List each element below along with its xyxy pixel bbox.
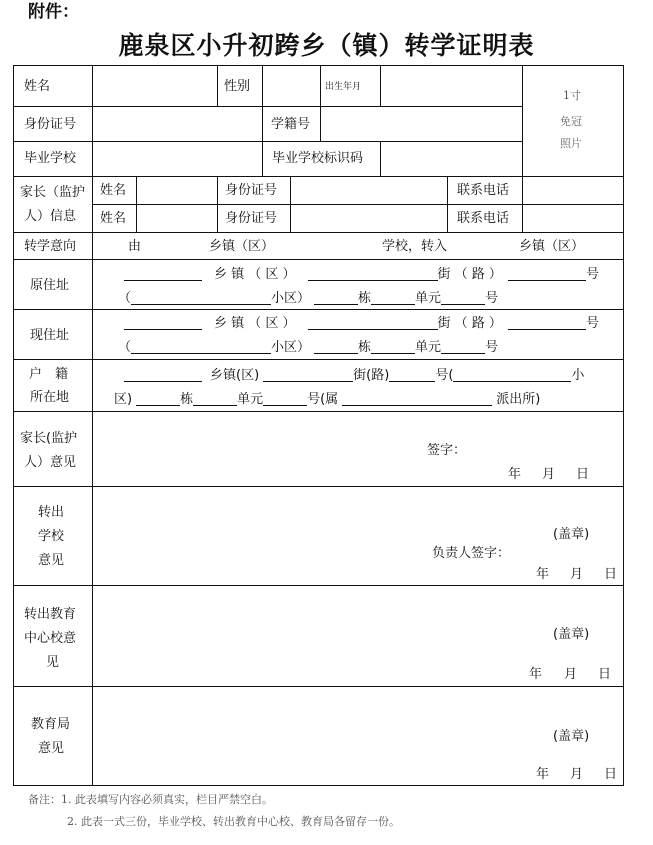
original-address-line-1[interactable] (124, 267, 599, 281)
out-school-label-3: 意见 (38, 553, 65, 568)
graduation-school-field[interactable] (94, 143, 261, 175)
edu-center-label-3: 见 (46, 655, 60, 670)
current-building-label: 栋 (358, 340, 372, 355)
edu-center-label-2: 中心校意 (24, 631, 77, 646)
current-number-label: 号 (585, 316, 599, 331)
note-2: 2. 此表一式三份，毕业学校、转出教育中心校、教育局各留存一份。 (67, 815, 400, 828)
transfer-intention-label: 转学意向 (24, 239, 77, 254)
guardian1-phone-label: 联系电话 (457, 183, 510, 198)
original-community-blank[interactable] (131, 291, 271, 305)
out-school-day-label: 日 (604, 567, 618, 582)
household-community-label-1: 小 (571, 368, 585, 383)
transfer-town-label: 乡镇（区） (209, 239, 275, 254)
graduation-school-code-label: 毕业学校标识码 (272, 151, 364, 166)
guardian2-id-field[interactable] (292, 206, 446, 231)
household-line-1[interactable] (124, 368, 584, 382)
current-address-line-2[interactable] (118, 340, 498, 354)
household-room-blank[interactable] (263, 392, 307, 406)
original-number-blank[interactable] (508, 267, 586, 281)
guardian1-name-field[interactable] (138, 178, 216, 203)
original-room-blank[interactable] (441, 291, 485, 305)
current-room-blank[interactable] (441, 340, 485, 354)
current-number-blank[interactable] (508, 316, 586, 330)
original-unit-label: 单元 (415, 291, 442, 306)
original-number-label: 号 (585, 267, 599, 282)
edu-center-label-1: 转出教育 (24, 607, 77, 622)
out-school-month-label: 月 (570, 567, 584, 582)
graduation-school-label: 毕业学校 (24, 151, 77, 166)
out-school-seal-label: (盖章) (553, 527, 590, 542)
edu-bureau-label-2: 意见 (38, 741, 65, 756)
original-address-line-2[interactable] (118, 291, 498, 305)
photo-note-photo: 照片 (560, 137, 582, 150)
transfer-school-to-label: 学校，转入 (382, 239, 448, 254)
household-town-blank[interactable] (124, 368, 202, 382)
household-building-blank[interactable] (136, 392, 180, 406)
out-school-label-2: 学校 (38, 529, 65, 544)
original-town-label: 乡 镇 （ 区 ） (214, 267, 296, 282)
household-number-label: 号( (435, 368, 454, 383)
edu-bureau-month-label: 月 (570, 767, 584, 782)
current-address-line-1[interactable] (124, 316, 599, 330)
current-open-paren: （ (118, 340, 132, 355)
edu-center-opinion-field[interactable] (94, 587, 622, 685)
guardian-sign-label: 签字： (427, 443, 467, 458)
current-building-blank[interactable] (314, 340, 358, 354)
name-field[interactable] (94, 67, 216, 105)
edu-bureau-year-label: 年 (536, 767, 550, 782)
guardian2-phone-label: 联系电话 (457, 211, 510, 226)
guardian-info-label-1: 家长（监护 (20, 185, 86, 200)
household-unit-blank[interactable] (193, 392, 237, 406)
original-open-paren: （ (118, 291, 132, 306)
gender-label: 性别 (224, 79, 251, 94)
photo-size-label: 1寸 (563, 89, 581, 102)
edu-bureau-day-label: 日 (604, 767, 618, 782)
current-street-label: 街 （ 路 ） (437, 316, 502, 331)
guardian2-name-label: 姓名 (100, 211, 127, 226)
graduation-school-code-field[interactable] (382, 143, 521, 175)
birth-date-field[interactable] (382, 67, 521, 105)
original-address-label: 原住址 (30, 278, 70, 293)
current-street-blank[interactable] (308, 316, 438, 330)
household-street-blank[interactable] (263, 368, 353, 382)
id-number-label: 身份证号 (24, 117, 77, 132)
current-community-blank[interactable] (131, 340, 271, 354)
guardian-month-label: 月 (542, 467, 556, 482)
original-street-blank[interactable] (308, 267, 438, 281)
guardian-year-label: 年 (508, 467, 522, 482)
household-community-blank[interactable] (453, 368, 571, 382)
name-label: 姓名 (24, 79, 51, 94)
household-street-label: 街(路) (353, 368, 390, 383)
birth-date-label: 出生年月 (325, 82, 362, 92)
guardian1-id-label: 身份证号 (225, 183, 278, 198)
edu-center-year-label: 年 (529, 667, 543, 682)
current-town-label: 乡 镇 （ 区 ） (214, 316, 296, 331)
original-building-blank[interactable] (314, 291, 358, 305)
current-town-blank[interactable] (124, 316, 202, 330)
page-title: 鹿泉区小升初跨乡（镇）转学证明表 (118, 31, 535, 60)
out-school-year-label: 年 (536, 567, 550, 582)
current-unit-label: 单元 (415, 340, 442, 355)
attachment-label: 附件： (28, 2, 79, 22)
household-building-label: 栋 (180, 392, 194, 407)
original-town-blank[interactable] (124, 267, 202, 281)
current-room-label: 号 (485, 340, 499, 355)
household-town-label: 乡镇(区) (210, 368, 260, 383)
household-room-label: 号(属 (307, 392, 339, 407)
edu-bureau-seal-label: (盖章) (553, 729, 590, 744)
student-number-field[interactable] (322, 108, 521, 140)
original-street-label: 街 （ 路 ） (437, 267, 502, 282)
guardian2-phone-field[interactable] (524, 206, 622, 231)
current-address-label: 现住址 (30, 328, 70, 343)
out-school-sign-label: 负责人签字： (432, 546, 511, 561)
out-school-label-1: 转出 (38, 505, 65, 520)
household-label-1: 户 籍 (29, 367, 69, 382)
household-community-label-2: 区) (114, 392, 133, 407)
household-police-blank[interactable] (342, 392, 492, 406)
household-police-label: 派出所) (496, 392, 541, 407)
edu-center-seal-label: (盖章) (553, 627, 590, 642)
guardian1-name-label: 姓名 (100, 183, 127, 198)
original-community-label: 小区） (271, 291, 311, 306)
gender-field[interactable] (264, 67, 319, 105)
original-room-label: 号 (485, 291, 499, 306)
household-number-blank[interactable] (389, 368, 435, 382)
student-number-label: 学籍号 (271, 117, 311, 132)
guardian2-name-field[interactable] (138, 206, 216, 231)
guardian-info-label-2: 人）信息 (24, 209, 77, 224)
edu-center-month-label: 月 (564, 667, 578, 682)
original-building-label: 栋 (358, 291, 372, 306)
guardian2-id-label: 身份证号 (225, 211, 278, 226)
guardian1-phone-field[interactable] (524, 178, 622, 203)
transfer-from-label: 由 (128, 239, 142, 254)
edu-bureau-label-1: 教育局 (31, 717, 71, 732)
note-1: 备注：1. 此表填写内容必须真实，栏目严禁空白。 (28, 793, 273, 806)
current-unit-blank[interactable] (371, 340, 415, 354)
transfer-town-to-label: 乡镇（区） (519, 239, 585, 254)
guardian-opinion-label-1: 家长(监护 (20, 431, 78, 446)
household-line-2[interactable] (114, 392, 540, 406)
original-unit-blank[interactable] (371, 291, 415, 305)
current-community-label: 小区） (271, 340, 311, 355)
edu-center-day-label: 日 (598, 667, 612, 682)
guardian-day-label: 日 (576, 467, 590, 482)
household-label-2: 所在地 (30, 390, 70, 405)
photo-note-hatless: 免冠 (560, 115, 582, 128)
guardian-opinion-label-2: 人）意见 (24, 455, 77, 470)
household-unit-label: 单元 (237, 392, 264, 407)
id-number-field[interactable] (94, 108, 261, 140)
guardian1-id-field[interactable] (292, 178, 446, 203)
